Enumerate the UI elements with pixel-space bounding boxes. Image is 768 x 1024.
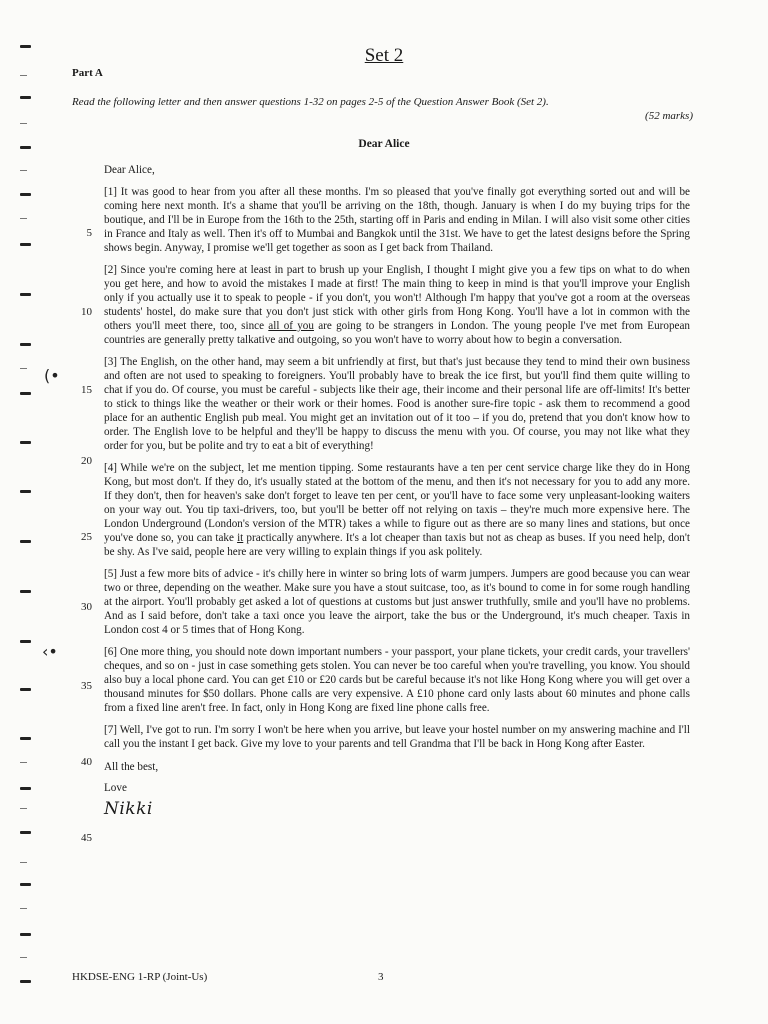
- margin-mark: [20, 862, 27, 863]
- closing: [104, 760, 690, 820]
- paragraph-2-text: [2] Since you're coming here at least in part to brush up your English, I thought I might give you a few tips on what to do when you get here, and how to avoid the mistakes I made at first! The main thing to keep in mind is that you'll improve your English only if you actually use it to speak to people - if you don't, you won't! Although I'm happy that you've got a room at the overseas students' hostel, do make sure that you don't just stick with other girls from Hong Kong. You'll have a lot in common with the others you'll meet there, too, since: [104, 263, 690, 332]
- line-number: 25: [81, 531, 92, 543]
- margin-mark: [20, 293, 31, 296]
- margin-mark: [20, 933, 31, 936]
- margin-mark: [20, 737, 31, 740]
- margin-mark: [20, 193, 31, 196]
- paragraph-4-text: [4] While we're on the subject, let me mention tipping. Some restaurants have a ten per cent service charge like they do in Hong Kong, but most don't. If they do, it's usually stated at the bottom of the menu, and then it's not necessary for you to add any more. If they don't, then for heaven's sake don't forget to leave ten per cent, or you'll have to face some very unpleasant-looking waiters on your way out. You tip taxi-drivers, too, but you'll be better off not relying on taxis – they're much more expensive here. The London Underground (London's version of the MTR) takes a while to figure out as there are so many lines and stations, but once you've done so, you can take: [104, 461, 690, 545]
- margin-scribble: (•: [44, 366, 60, 385]
- margin-mark: [20, 688, 31, 691]
- paragraph-4: [104, 461, 690, 560]
- letter-title: Dear Alice: [358, 138, 410, 150]
- margin-mark: [20, 343, 31, 346]
- margin-mark: [20, 368, 27, 369]
- page-number: 3: [378, 971, 384, 983]
- margin-mark: [20, 218, 27, 219]
- margin-mark: [20, 75, 27, 76]
- letter-body: [104, 163, 690, 823]
- underlined-phrase: all of you: [268, 319, 314, 332]
- margin-mark: [20, 831, 31, 834]
- margin-mark: [20, 762, 27, 763]
- paragraph-1: [1] It was good to hear from you after all these months. I'm so pleased that you've finally got everything sorted out and will be coming here next month. It's a shame that you'll be arriving on the 18th, though. January is when I do my buying trips for the boutique, and I'll be in Europe from the 16th to the 25th, starting off in Paris and ending in Milan. I will also visit some other cities in France and Italy as well. Then it's off to Mumbai and Bangkok until the 31st. We have to get the latest designs before the Spring shows begin. Anyway, I promise we'll get together as soon as I get back from Thailand.: [104, 185, 690, 254]
- paragraph-7: [7] Well, I've got to run. I'm sorry I won't be here when you arrive, but leave your hostel number on my answering machine and I'll call you the instant I get back. Give my love to your parents and tell Grandma that I'll be back in Hong Kong after Easter.: [104, 723, 690, 750]
- margin-mark: [20, 640, 31, 643]
- margin-mark: [20, 490, 31, 493]
- margin-mark: [20, 123, 27, 124]
- margin-mark: [20, 787, 31, 790]
- margin-mark: [20, 540, 31, 543]
- paragraph-6: [6] One more thing, you should note down important numbers - your passport, your plane tickets, your credit cards, your travellers' cheques, and so on - just in case something gets stolen. You can never be too careful when you're travelling, you know. You should also buy a local phone card. You can get £10 or £20 cards but be careful because it's not like Hong Kong where you will get over a thousand minutes for $50 dollars. Phone calls are very expensive. A £10 phone card only lasts about 60 minutes and phone calls from a fixed line aren't free. In fact, only in Hong Kong are fixed line phone calls free.: [104, 645, 690, 715]
- paragraph-5: [5] Just a few more bits of advice - it's chilly here in winter so bring lots of warm jumpers. Jumpers are good because you can wear two or three, depending on the weather. Make sure you have a stout suitcase, too, as it's bound to come in for some rough handling at the airport. You'll probably get asked a lot of questions at customs but just answer truthfully, smile and you'll have no problems. And as I said before, don't take a taxi once you leave the airport, take the bus or the Underground, it's much cheaper. Taxis in London cost 4 or 5 times that of Hong Kong.: [104, 567, 690, 637]
- line-number: 30: [81, 601, 92, 613]
- line-number: 10: [81, 306, 92, 318]
- line-number: 40: [81, 756, 92, 768]
- closing-line: Love: [104, 782, 127, 795]
- line-number: 20: [81, 455, 92, 467]
- paragraph-2: [104, 263, 690, 348]
- margin-mark: [20, 590, 31, 593]
- margin-binding-marks: [0, 0, 60, 1024]
- margin-mark: [20, 170, 27, 171]
- salutation: Dear Alice,: [104, 164, 155, 176]
- line-number: 15: [81, 384, 92, 396]
- closing-line: All the best,: [104, 761, 159, 774]
- margin-mark: [20, 441, 31, 444]
- paragraph-2-text: are going to be strangers in London. The young people I've met from European countries are generally pretty talkative and outgoing, so you won't have to worry about how to begin a conversation.: [104, 319, 690, 347]
- margin-mark: [20, 908, 27, 909]
- line-number: 45: [81, 832, 92, 844]
- signature: Nikki: [104, 799, 153, 820]
- paragraph-3: [3] The English, on the other hand, may seem a bit unfriendly at first, but that's just because they tend to mind their own business and often are not used to speaking to foreigners. You'll probably have to break the ice first, but you'll find them quite willing to chat if you do. Of course, you must be careful - subjects like their age, their income and their personal life are off-limits! It's better to stick to things like the weather or their work or their homes. Food is another sure-fire topic - ask them to recommend a good place for an authentic English pub meal. You might get an invitation out of it too – if you do, pretend that you don't know how to order. The English love to be helpful and they'll be happy to discuss the menu with you. Of course, you may not like what they order for you, but be polite and try to eat a bit of everything!: [104, 355, 690, 453]
- line-number: 5: [86, 227, 92, 239]
- margin-mark: [20, 808, 27, 809]
- part-heading: Part A: [72, 67, 103, 79]
- margin-mark: [20, 96, 31, 99]
- line-number: 35: [81, 680, 92, 692]
- margin-mark: [20, 243, 31, 246]
- margin-mark: [20, 980, 31, 983]
- instructions: Read the following letter and then answer questions 1-32 on pages 2-5 of the Question Answer Book (Set 2).: [72, 96, 549, 108]
- set-title: Set 2: [364, 45, 404, 66]
- underlined-word: it: [237, 532, 244, 545]
- margin-mark: [20, 883, 31, 886]
- margin-mark: [20, 957, 27, 958]
- paragraph-4-text: practically anywhere. It's a lot cheaper than taxis but not as cheap as buses. If you need help, don't be shy. As I've said, people here are very willing to explain things if you ask politely.: [104, 532, 690, 559]
- marks-allocation: (52 marks): [645, 110, 693, 122]
- footer-code: HKDSE-ENG 1-RP (Joint-Us): [72, 971, 208, 983]
- margin-mark: [20, 392, 31, 395]
- margin-scribble: ‹•: [42, 642, 58, 661]
